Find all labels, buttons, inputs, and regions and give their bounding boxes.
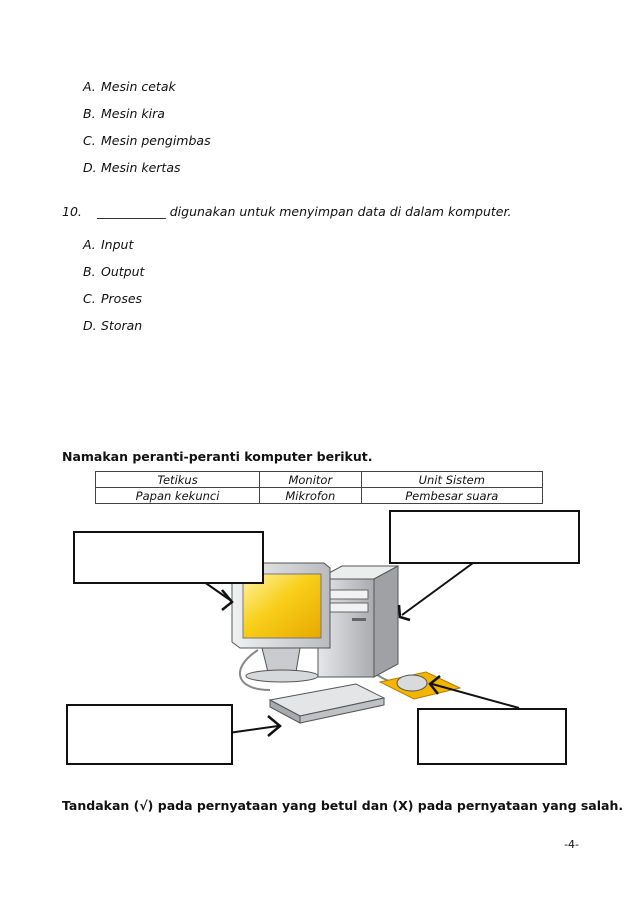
option-text: Output: [101, 264, 145, 279]
word-bank-cell: Tetikus: [96, 472, 260, 488]
option-text: Input: [101, 237, 134, 252]
page-number: -4-: [564, 838, 579, 851]
option-text: Mesin cetak: [101, 79, 176, 94]
question-10-text: ___________ digunakan untuk menyimpan data di dalam komputer.: [97, 204, 512, 219]
option-letter: D.: [83, 318, 97, 333]
option-text: Mesin kertas: [101, 160, 181, 175]
word-bank-cell: Pembesar suara: [361, 488, 542, 504]
answer-box-keyboard[interactable]: [66, 704, 233, 765]
option-text: Proses: [101, 291, 143, 306]
option-text: Mesin kira: [101, 106, 165, 121]
mouse-icon: [380, 672, 460, 699]
question-10-number: 10.: [62, 204, 82, 219]
word-bank-cell: Papan kekunci: [96, 488, 260, 504]
answer-box-system-unit[interactable]: [389, 510, 580, 564]
option-letter: A.: [83, 79, 96, 94]
answer-box-mouse[interactable]: [417, 708, 567, 765]
keyboard-icon: [270, 684, 384, 723]
option-letter: B.: [83, 264, 96, 279]
word-bank-cell: Monitor: [260, 472, 362, 488]
arrow-to-mouse: [432, 684, 519, 708]
arrowhead: [222, 590, 232, 610]
option-letter: D.: [83, 160, 97, 175]
section-heading-true-false: Tandakan (√) pada pernyataan yang betul dan (X) pada pernyataan yang salah.: [62, 798, 624, 813]
option-letter: A.: [83, 237, 96, 252]
option-letter: B.: [83, 106, 96, 121]
word-bank-cell: Mikrofon: [260, 488, 362, 504]
option-letter: C.: [83, 133, 96, 148]
section-heading-label-devices: Namakan peranti-peranti komputer berikut.: [62, 449, 373, 464]
answer-box-monitor[interactable]: [73, 531, 264, 584]
option-letter: C.: [83, 291, 96, 306]
word-bank-cell: Unit Sistem: [361, 472, 542, 488]
arrow-to-system-unit: [402, 563, 473, 615]
option-text: Mesin pengimbas: [101, 133, 211, 148]
option-text: Storan: [101, 318, 143, 333]
